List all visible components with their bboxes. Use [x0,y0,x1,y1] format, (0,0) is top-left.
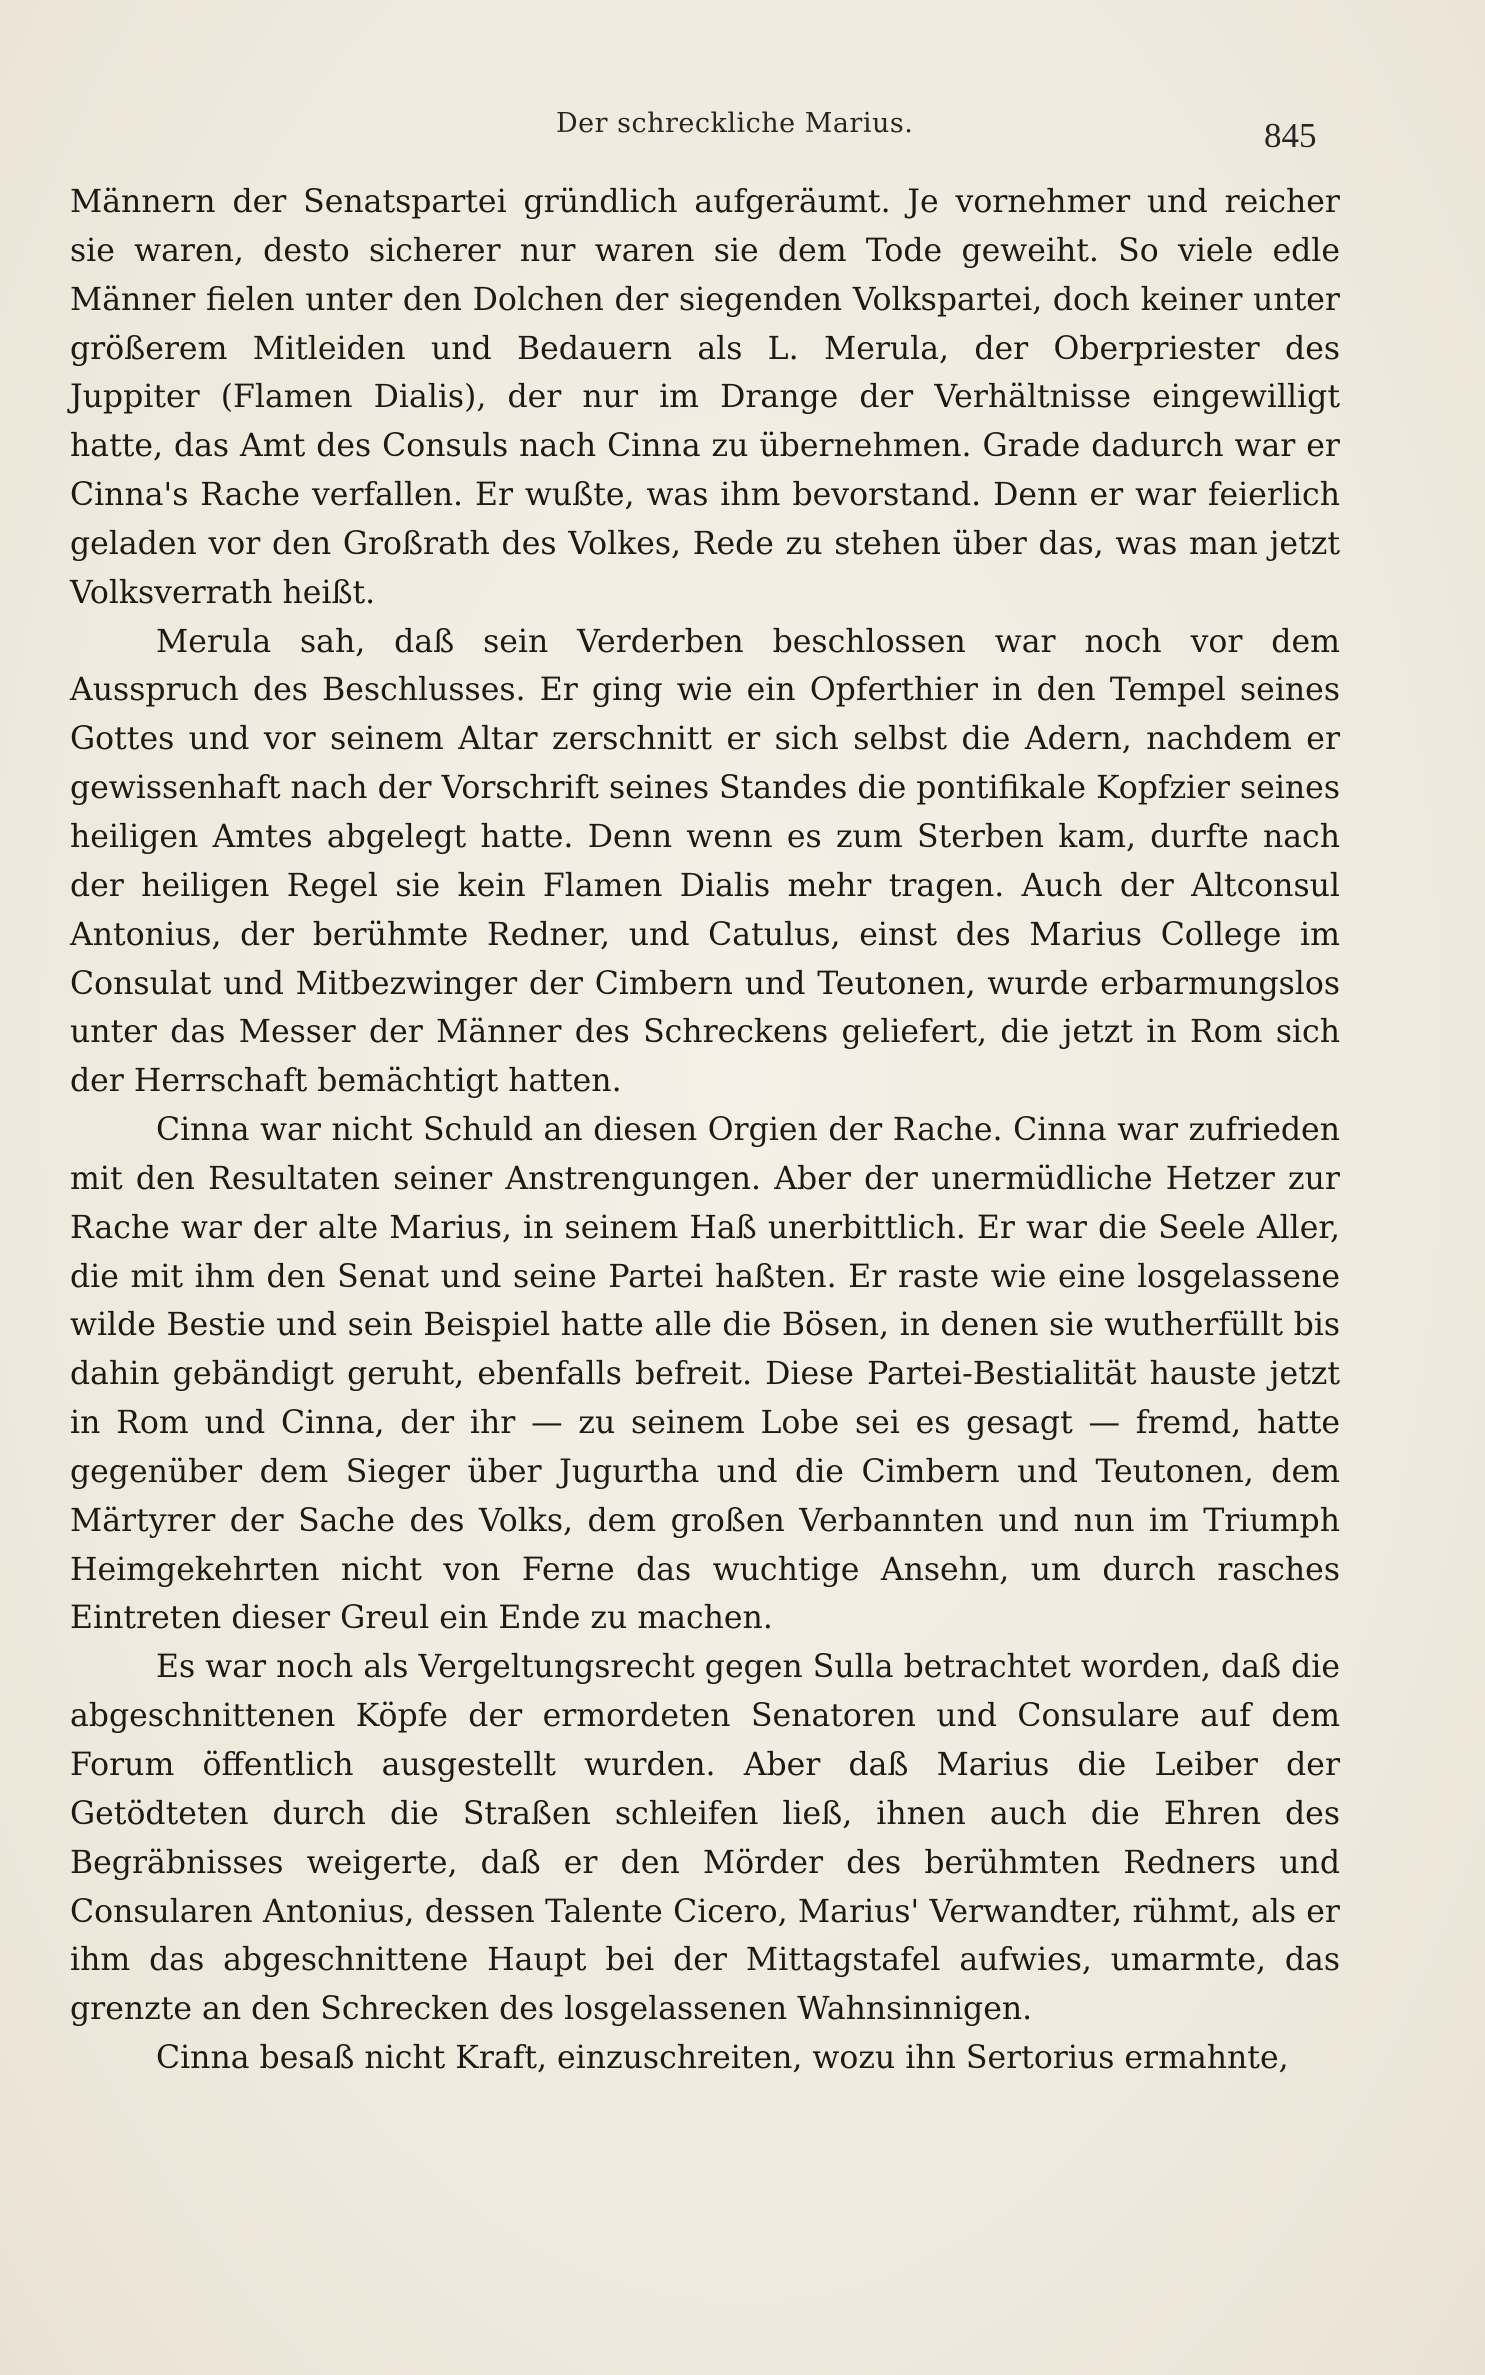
paragraph-vergeltungsrecht: Es war noch als Vergeltungsrecht gegen Sulla betrachtet worden, daß die abgeschnittenen Köpfe der ermordeten Senatoren und Consulare auf dem Forum öffentlich ausgestellt wurden. Aber daß Marius die Leiber der Getödteten durch die Straßen schleifen ließ, ihnen auch die Ehren des Begräbnisses weigerte, daß er den Mörder des berühmten Redners und Consularen Antonius, dessen Talente Cicero, Marius' Verwandter, rühmt, als er ihm das abgeschnittene Haupt bei der Mittagstafel aufwies, umarmte, das grenzte an den Schrecken des losgelassenen Wahnsinnigen. [70,1649,1340,2028]
paragraph-cinna-orgien: Cinna war nicht Schuld an diesen Orgien der Rache. Cinna war zufrieden mit den Resultaten seiner Anstrengungen. Aber der unermüdliche Hetzer zur Rache war der alte Marius, in seinem Haß unerbittlich. Er war die Seele Aller, die mit ihm den Senat und seine Partei haßten. Er raste wie eine losgelassene wilde Bestie und sein Beispiel hatte alle die Bösen, in denen sie wutherfüllt bis dahin gebändigt geruht, ebenfalls befreit. Diese Partei-Bestialität hauste jetzt in Rom und Cinna, der ihr — zu seinem Lobe sei es gesagt — fremd, hatte gegenüber dem Sieger über Jugurtha und die Cimbern und Teutonen, dem Märtyrer der Sache des Volks, dem großen Verbannten und nun im Triumph Heimgekehrten nicht von Ferne das wuchtige Ansehn, um durch rasches Eintreten dieser Greul ein Ende zu machen. [70,1112,1340,1637]
paragraph-continued: Männern der Senatspartei gründlich aufgeräumt. Je vornehmer und reicher sie waren, desto sicherer nur waren sie dem Tode geweiht. So viele edle Männer fielen unter den Dolchen der siegenden Volkspartei, doch keiner unter größerem Mitleiden und Bedauern als L. Merula, der Oberpriester des Juppiter (Flamen Dialis), der nur im Drange der Verhältnisse eingewilligt hatte, das Amt des Consuls nach Cinna zu übernehmen. Grade dadurch war er Cinna's Rache verfallen. Er wußte, was ihm bevorstand. Denn er war feierlich geladen vor den Großrath des Volkes, Rede zu stehen über das, was man jetzt Volksverrath heißt. [70,184,1340,611]
page-number: 845 [1264,116,1317,155]
paragraph-cinna-sertorius: Cinna besaß nicht Kraft, einzuschreiten, wozu ihn Sertorius ermahnte, [156,2040,1289,2077]
body-text [70,178,1340,2083]
running-head-title: Der schreckliche Marius. [556,108,914,139]
paragraph-merula: Merula sah, daß sein Verderben beschlossen war noch vor dem Ausspruch des Beschlusses. Er ging wie ein Opferthier in den Tempel seines Gottes und vor seinem Altar zerschnitt er sich selbst die Adern, nachdem er gewissenhaft nach der Vorschrift seines Standes die pontifikale Kopfzier seines heiligen Amtes abgelegt hatte. Denn wenn es zum Sterben kam, durfte nach der heiligen Regel sie kein Flamen Dialis mehr tragen. Auch der Altconsul Antonius, der berühmte Redner, und Catulus, einst des Marius College im Consulat und Mitbezwinger der Cimbern und Teutonen, wurde erbarmungslos unter das Messer der Männer des Schreckens geliefert, die jetzt in Rom sich der Herrschaft bemächtigt hatten. [70,623,1340,1100]
